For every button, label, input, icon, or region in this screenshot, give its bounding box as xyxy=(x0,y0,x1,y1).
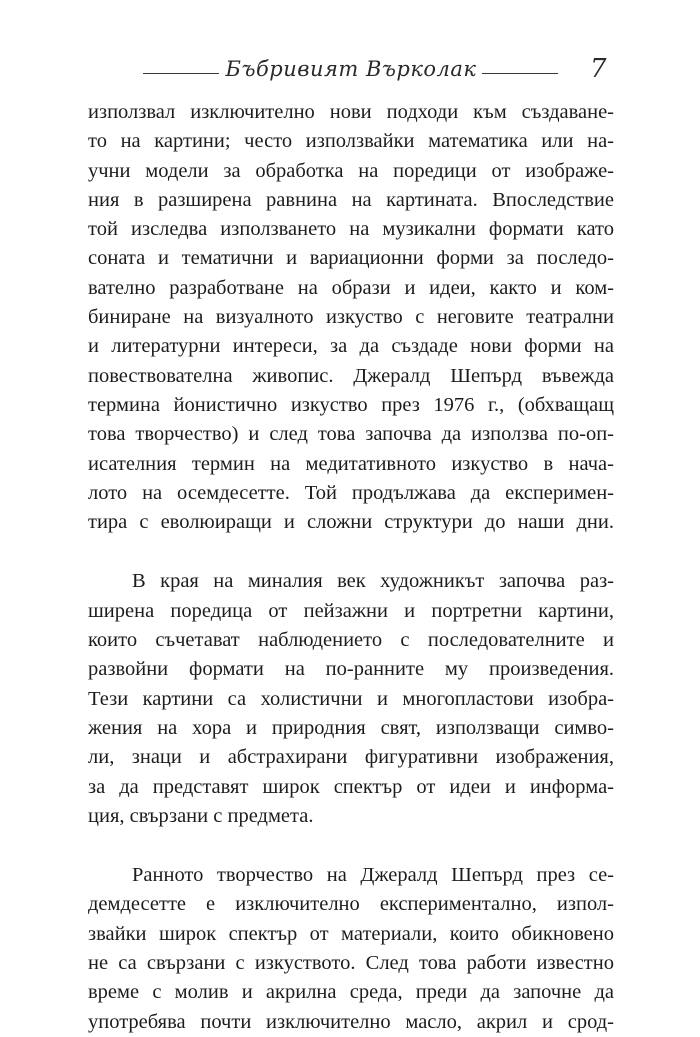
text-line: ширена поредица от пейзажни и портретни картини, xyxy=(88,599,614,622)
text-line: време с молив и акрилна среда, преди да започне да xyxy=(88,981,614,1004)
text-line: повествователна живопис. Джералд Шепърд въвежда xyxy=(88,364,614,387)
text-line: употребява почти изключително масло, акрил и срод- xyxy=(88,1010,614,1033)
text-line: използвал изключително нови подходи към създаване- xyxy=(88,101,614,123)
text-line: лото на осемдесетте. Той продължава да експеримен- xyxy=(88,481,614,504)
text-line: Тези картини са холистични и многопластови изобра- xyxy=(88,687,614,710)
paragraph-gap xyxy=(88,831,614,861)
paragraph-gap xyxy=(88,537,614,567)
text-line: не са свързани с изкуството. След това работи известно xyxy=(88,952,614,975)
header-rule-left xyxy=(143,73,219,74)
paragraph-2 xyxy=(88,567,614,831)
text-line: исателния термин на медитативното изкуство в нача- xyxy=(88,452,614,475)
text-line: Ранното творчество на Джералд Шепърд през се- xyxy=(132,864,614,887)
text-line: за да представят широк спектър от идеи и информа- xyxy=(88,775,614,798)
text-line: биниране на визуалното изкуство с неговите театрални xyxy=(88,306,614,329)
running-header xyxy=(0,54,700,90)
text-line: и литературни интереси, за да създаде нови форми на xyxy=(88,335,614,358)
text-line: В края на миналия век художникът започва раз- xyxy=(132,570,614,593)
body-text xyxy=(88,98,614,1037)
text-line: ния в разширена равнина на картината. Впоследствие xyxy=(88,188,614,211)
text-line: това творчество) и след това започва да използва по-оп- xyxy=(88,423,614,446)
text-line: звайки широк спектър от материали, които обикновено xyxy=(88,922,614,945)
text-line: учни модели за обработка на поредици от изображе- xyxy=(88,159,614,182)
text-line: той изследва използването на музикални формати като xyxy=(88,218,614,241)
paragraph-1 xyxy=(88,98,614,537)
paragraph-3 xyxy=(88,861,614,1037)
text-line: ция, свързани с предмета. xyxy=(88,804,314,827)
text-line: развойни формати на по-ранните му произведения. xyxy=(88,658,614,681)
text-line: жения на хора и природния свят, използващи симво- xyxy=(88,716,614,739)
text-line: демдесетте е изключително експериментално, изпол- xyxy=(88,893,614,916)
header-rule-right xyxy=(482,73,558,74)
text-line: термина йонистично изкуство през 1976 г., (обхващащ xyxy=(88,393,614,416)
page-number: 7 xyxy=(590,54,607,84)
book-title: Бъбривият Върколак xyxy=(225,57,477,81)
text-line: вателно разработване на образи и идеи, както и ком- xyxy=(88,276,614,299)
text-line: които съчетават наблюдението с последователните и xyxy=(88,629,614,652)
text-line: ли, знаци и абстрахирани фигуративни изображения, xyxy=(88,746,614,769)
text-line: то на картини; често използвайки математика или на- xyxy=(88,130,614,153)
text-line: тира с еволюиращи и сложни структури до наши дни. xyxy=(88,511,614,534)
text-line: соната и тематични и вариационни форми за последо- xyxy=(88,247,614,270)
